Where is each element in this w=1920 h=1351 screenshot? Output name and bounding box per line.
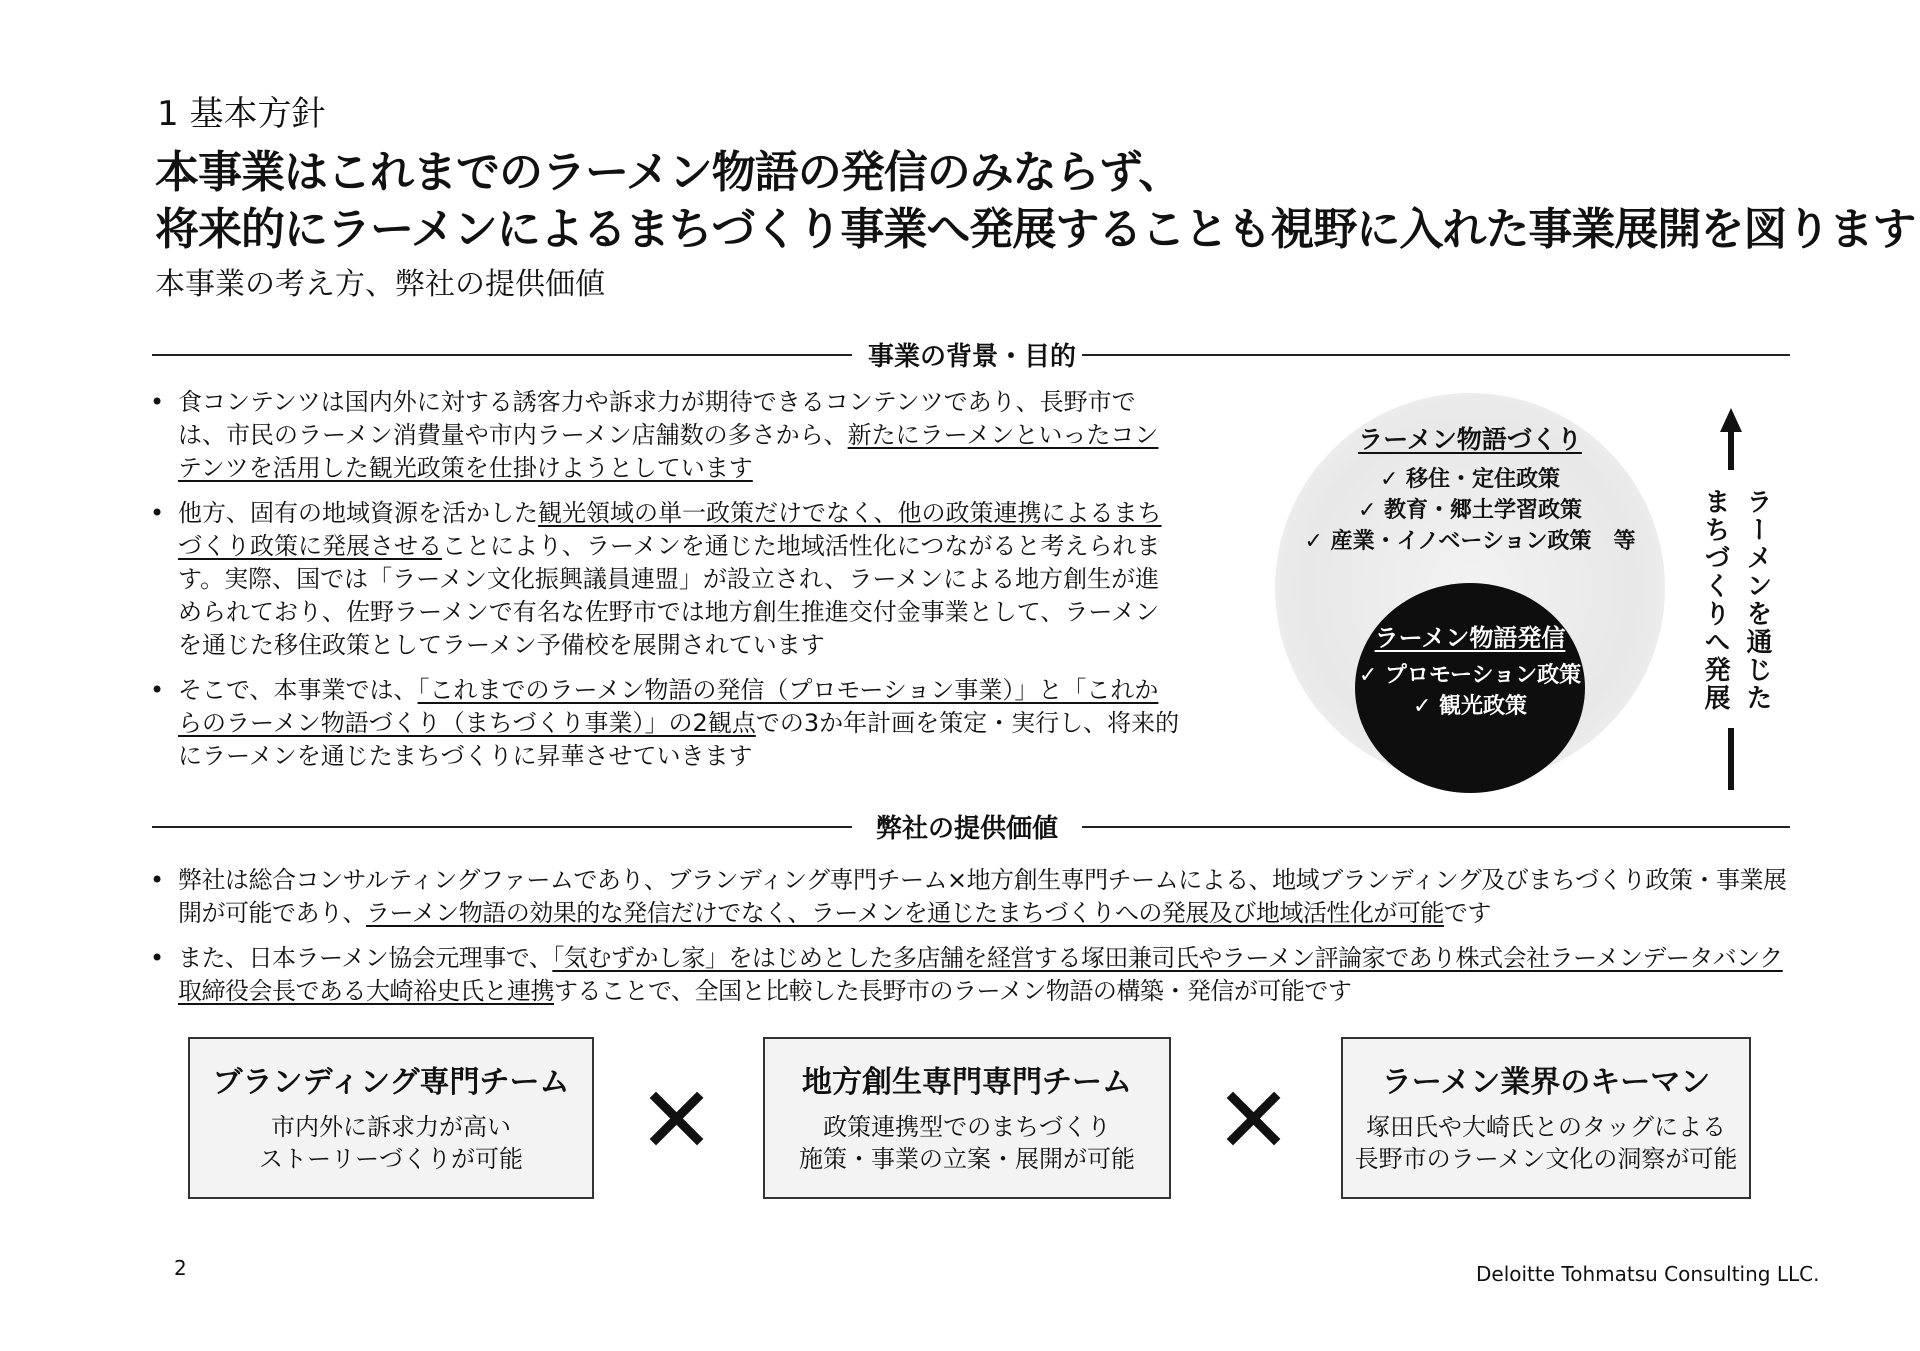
background-bullet [150, 674, 1180, 773]
diagram-outer-items [1300, 464, 1640, 557]
team-desc: 塚田氏や大崎氏とのタッグによる [1366, 1113, 1726, 1141]
policy-item: ✓ 移住・定住政策 [1379, 467, 1561, 492]
section-heading: 1 基本方針 [157, 94, 326, 134]
team-desc: 長野市のラーメン文化の洞察が可能 [1354, 1145, 1738, 1173]
value-bullet [150, 864, 1790, 930]
bullet-text: することで、全国と比較した長野市のラーメン物語の構築・発信が可能です [554, 977, 1352, 1005]
team-desc: 市内外に訴求力が高い [271, 1113, 511, 1141]
bullet-text: 食コンテンツは国内外に対する誘客力や訴求力が期待できるコンテンツであり、長野市では、市民のラーメン消費量や市内ラーメン店舗数の多さから、 [178, 388, 1136, 449]
team-desc: 政策連携型でのまちづくり [823, 1113, 1111, 1141]
team-desc: ストーリーづくりが可能 [259, 1145, 523, 1173]
divider-left [152, 826, 852, 828]
divider-right [1082, 826, 1790, 828]
page-number: 2 [174, 1256, 187, 1280]
diagram-inner-items [1355, 660, 1585, 722]
bullet-text: また、日本ラーメン協会元理事で、 [178, 944, 553, 972]
company-name: Deloitte Tohmatsu Consulting LLC. [1476, 1262, 1820, 1286]
bullet-text: です [1443, 899, 1491, 927]
diagram-inner-title: ラーメン物語発信 [1374, 624, 1566, 652]
bullet-emphasis: 新たにラーメンといったコンテンツを活用した観光政策を仕掛けようとしています [178, 421, 1159, 482]
team-title: ブランディング専門チーム [212, 1065, 570, 1100]
page-subtitle: 本事業の考え方、弊社の提供価値 [155, 267, 605, 302]
diagram-outer-title: ラーメン物語づくり [1358, 425, 1582, 454]
section-label-value: 弊社の提供価値 [876, 814, 1059, 844]
arrow-label-2: まちづくりへ発展 [1700, 488, 1730, 712]
value-bullet-list [150, 864, 1790, 1020]
background-bullet-list [150, 386, 1180, 785]
policy-item: ✓ プロモーション政策 [1358, 663, 1582, 688]
policy-item: ✓ 観光政策 [1412, 694, 1528, 719]
team-box-ramen [1341, 1037, 1751, 1199]
bullet-emphasis: 「気むずかし家」をはじめとした多店舗を経営する塚田兼司氏やラーメン評論家であり株式会社ラーメンデータバンク取締役会長である大崎裕史氏と連携 [178, 944, 1783, 1005]
bullet-emphasis: 「これまでのラーメン物語の発信（プロモーション事業）」と「これからのラーメン物語づくり（まちづくり事業）」の2観点 [178, 676, 1159, 737]
team-title: 地方創生専門専門チーム [802, 1065, 1132, 1100]
team-title: ラーメン業界のキーマン [1381, 1065, 1711, 1100]
policy-item: ✓ 産業・イノベーション政策 等 [1304, 529, 1636, 554]
bullet-text: ことにより、ラーメンを通じた地域活性化につながると考えられます。実際、国では「ラーメン文化振興議員連盟」が設立され、ラーメンによる地方創生が進められており、佐野ラーメンで有名な佐野市では地方創生推進交付金事業として、ラーメンを通じた移住政策としてラーメン予備校を展開されています [178, 532, 1161, 659]
background-bullet [150, 386, 1180, 485]
bullet-emphasis: 観光領域の単一政策だけでなく、他の政策連携によるまちづくり政策に発展させる [178, 499, 1162, 560]
bullet-text: 弊社は総合コンサルティングファームであり、ブランディング専門チーム×地方創生専門チームによる、地域ブランディング及びまちづくり政策・事業展開が可能であり、 [178, 866, 1787, 927]
cross-icon: ✕ [638, 1067, 716, 1174]
headline-line-1: 本事業はこれまでのラーメン物語の発信のみならず、 [155, 147, 1182, 198]
team-box-branding [188, 1037, 594, 1199]
value-bullet [150, 942, 1790, 1008]
background-bullet [150, 497, 1180, 662]
arrow-label-1: ラーメンを通じた [1742, 488, 1772, 712]
bullet-text: そこで、本事業では、 [178, 676, 418, 704]
cross-icon: ✕ [1215, 1067, 1293, 1174]
team-box-regional [763, 1037, 1171, 1199]
team-desc: 施策・事業の立案・展開が可能 [799, 1145, 1135, 1173]
arrow-shaft [1728, 728, 1734, 790]
arrow-shaft [1728, 430, 1734, 470]
bullet-text: での3か年計画を策定・実行し、将来的にラーメンを通じたまちづくりに昇華させていきます [178, 709, 1180, 770]
divider-left [152, 354, 852, 356]
arrow-up-icon [1720, 408, 1742, 432]
bullet-text: 他方、固有の地域資源を活かした [178, 499, 538, 527]
section-label-background: 事業の背景・目的 [868, 342, 1077, 372]
divider-right [1082, 354, 1790, 356]
headline-line-2: 将来的にラーメンによるまちづくり事業へ発展することも視野に入れた事業展開を図ります [155, 204, 1916, 255]
bullet-emphasis: ラーメン物語の効果的な発信だけでなく、ラーメンを通じたまちづくりへの発展及び地域活性化が可能 [366, 899, 1444, 927]
policy-item: ✓ 教育・郷土学習政策 [1357, 498, 1583, 523]
